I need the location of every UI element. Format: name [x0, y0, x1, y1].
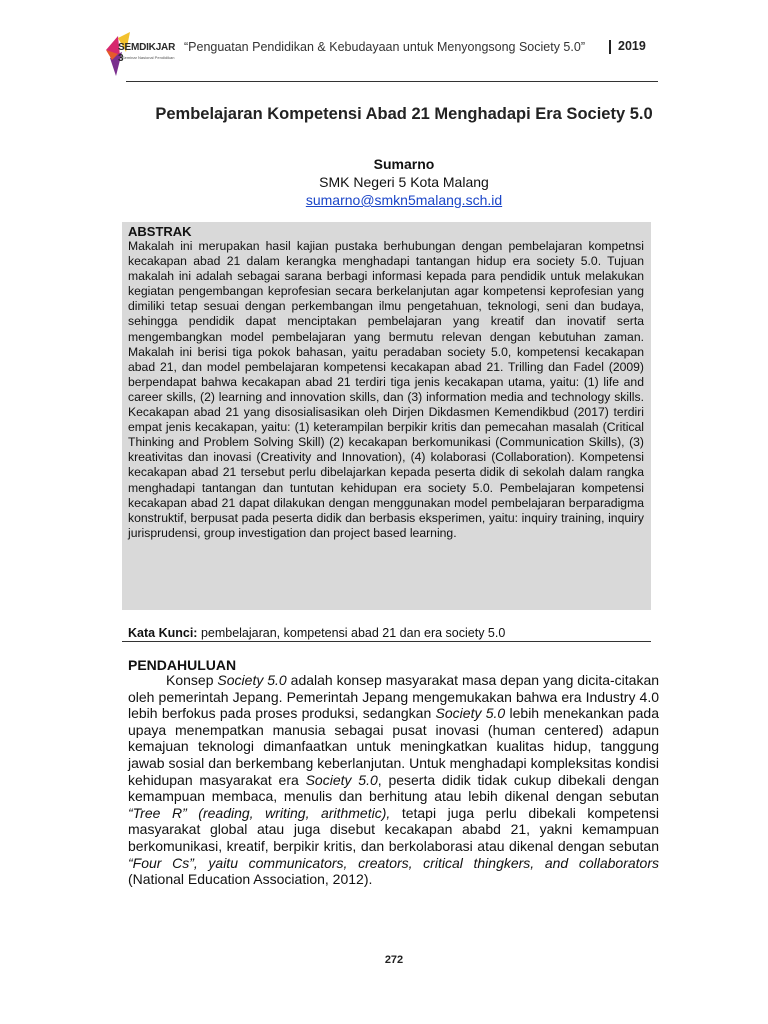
header-separator: [609, 40, 611, 54]
semdikjar-logo: [104, 30, 178, 78]
intro-italic-3: Society 5.0: [305, 771, 378, 788]
keywords-text: pembelajaran, kompetensi abad 21 dan era society 5.0: [200, 626, 506, 640]
author-name: Sumarno: [373, 156, 435, 172]
keywords-divider: [122, 641, 651, 642]
header-tagline: “Penguatan Pendidikan & Kebudayaan untuk Menyongsong Society 5.0”: [184, 40, 585, 54]
paper-title: Pembelajaran Kompetensi Abad 21 Menghadapi Era Society 5.0: [155, 105, 653, 123]
page-number: 272: [384, 954, 404, 966]
logo-text: SEMDIKJAR 3: [118, 42, 176, 64]
section-heading-introduction: PENDAHULUAN: [128, 657, 237, 673]
intro-text-3: lebih menekankan pada upaya menempatkan manusia sebagai pusat inovasi (human centered) adapun kemajuan teknologi dimanfaatkan untuk meningkatkan kualitas hidup, tanggung jawab sosial dan berkembang keberlanjutan. Untuk menghadapi kompleksitas kondisi kehidupan masyarakat era: [128, 705, 659, 788]
author-email-link[interactable]: sumarno@smkn5malang.sch.id: [305, 192, 503, 208]
header-divider: [126, 81, 658, 82]
keywords-label: Kata Kunci:: [128, 626, 198, 640]
intro-italic-1: Society 5.0: [217, 672, 287, 688]
header-year: 2019: [618, 39, 646, 53]
intro-text-2: adalah konsep masyarakat masa depan yang dicita-citakan oleh pemerintah Jepang. Pemerintah Jepang mengemukakan bahwa era Industry 4.0 lebih berfokus pada proses produksi, sedangkan: [128, 672, 660, 722]
keywords: [128, 626, 505, 640]
abstract-text: Makalah ini merupakan hasil kajian pustaka berhubungan dengan pembelajaran kompetnsi kecakapan abad 21 dalam kerangka menghadapi tantangan hidup era society 5.0. Tujuan makalah ini adalah sebagai sarana berbagi informasi kepada para pendidik untuk melakukan kegiatan pengembangan keprofesian secara berkelanjutan agar kompetensi keprofesian yang dimiliki tetap sesuai dengan perkembangan ilmu pengetahuan, teknologi, seni dan budaya, sehingga pendidik dapat menciptakan pembelajaran yang kreatif dan inovatif serta mengembangkan model pembelajaran yang bermutu relevan dengan kebutuhan zaman. Makalah ini berisi tiga pokok bahasan, yaitu peradaban society 5.0, kompetensi kecakapan abad 21, dan model pembelajaran kompetensi kecakapan abad 21. Trilling dan Fadel (2009) berpendapat bahwa kecakapan abad 21 terdiri tiga jenis kecakapan utama, yaitu: (1) life and career skills, (2) learning and innovation skills, dan (3) information media and technology skills. Kecakapan abad 21 yang disosialisasikan oleh Dirjen Dikdasmen Kemendikbud (2017) terdiri empat jenis kecakapan, yaitu: (1) keterampilan berpikir kritis dan pemecahan masalah (Critical Thinking and Problem Solving Skill) (2) kecakapan berkomunikasi (Communication Skills), (3) kreativitas dan inovasi (Creativity and Innovation), (4) kolaborasi (Collaboration). Kompetensi kecakapan abad 21 tersebut perlu dibelajarkan kepada peserta didik di sekolah dalam rangka menghadapi tantangan dan tuntutan kehidupan era society 5.0. Pembelajaran kompetensi kecakapan abad 21 dapat dilakukan dengan menggunakan model pembelajaran berparadigma konstruktif, berpusat pada peserta didik dan berbasis eksperimen, yaitu: inquiry training, inquiry jurisprudensi, group investigation dan project based learning.: [128, 239, 644, 540]
author-institution: SMK Negeri 5 Kota Malang: [319, 174, 489, 190]
intro-text-1: Konsep: [166, 672, 218, 688]
logo-subtext: Seminar Nasional Pendidikan: [122, 55, 175, 60]
intro-text-4: , peserta didik tidak cukup dibekali dengan kemampuan membaca, menulis dan berhitung atau lebih dikenal dengan sebutan: [128, 771, 660, 805]
page-header: [104, 26, 660, 82]
intro-italic-2: Society 5.0: [435, 705, 506, 722]
intro-italic-5: “Four Cs”, yaitu communicators, creators, critical thingkers, and collaborators: [128, 854, 659, 871]
intro-italic-4: “Tree R” (reading, writing, arithmetic),: [128, 804, 391, 821]
abstract-heading: ABSTRAK: [128, 224, 192, 239]
introduction-paragraph: [128, 672, 659, 888]
introduction-body: [128, 672, 659, 888]
intro-text-6: (National Education Association, 2012).: [128, 871, 373, 888]
intro-text-5: tetapi juga perlu dibekali kompetensi masyarakat global atau juga disebut kecakapan ababd 21, yakni kemampuan berkomunikasi, kreatif, berpikir kritis, dan berkolaborasi atau dikenal dengan sebutan: [128, 804, 659, 854]
